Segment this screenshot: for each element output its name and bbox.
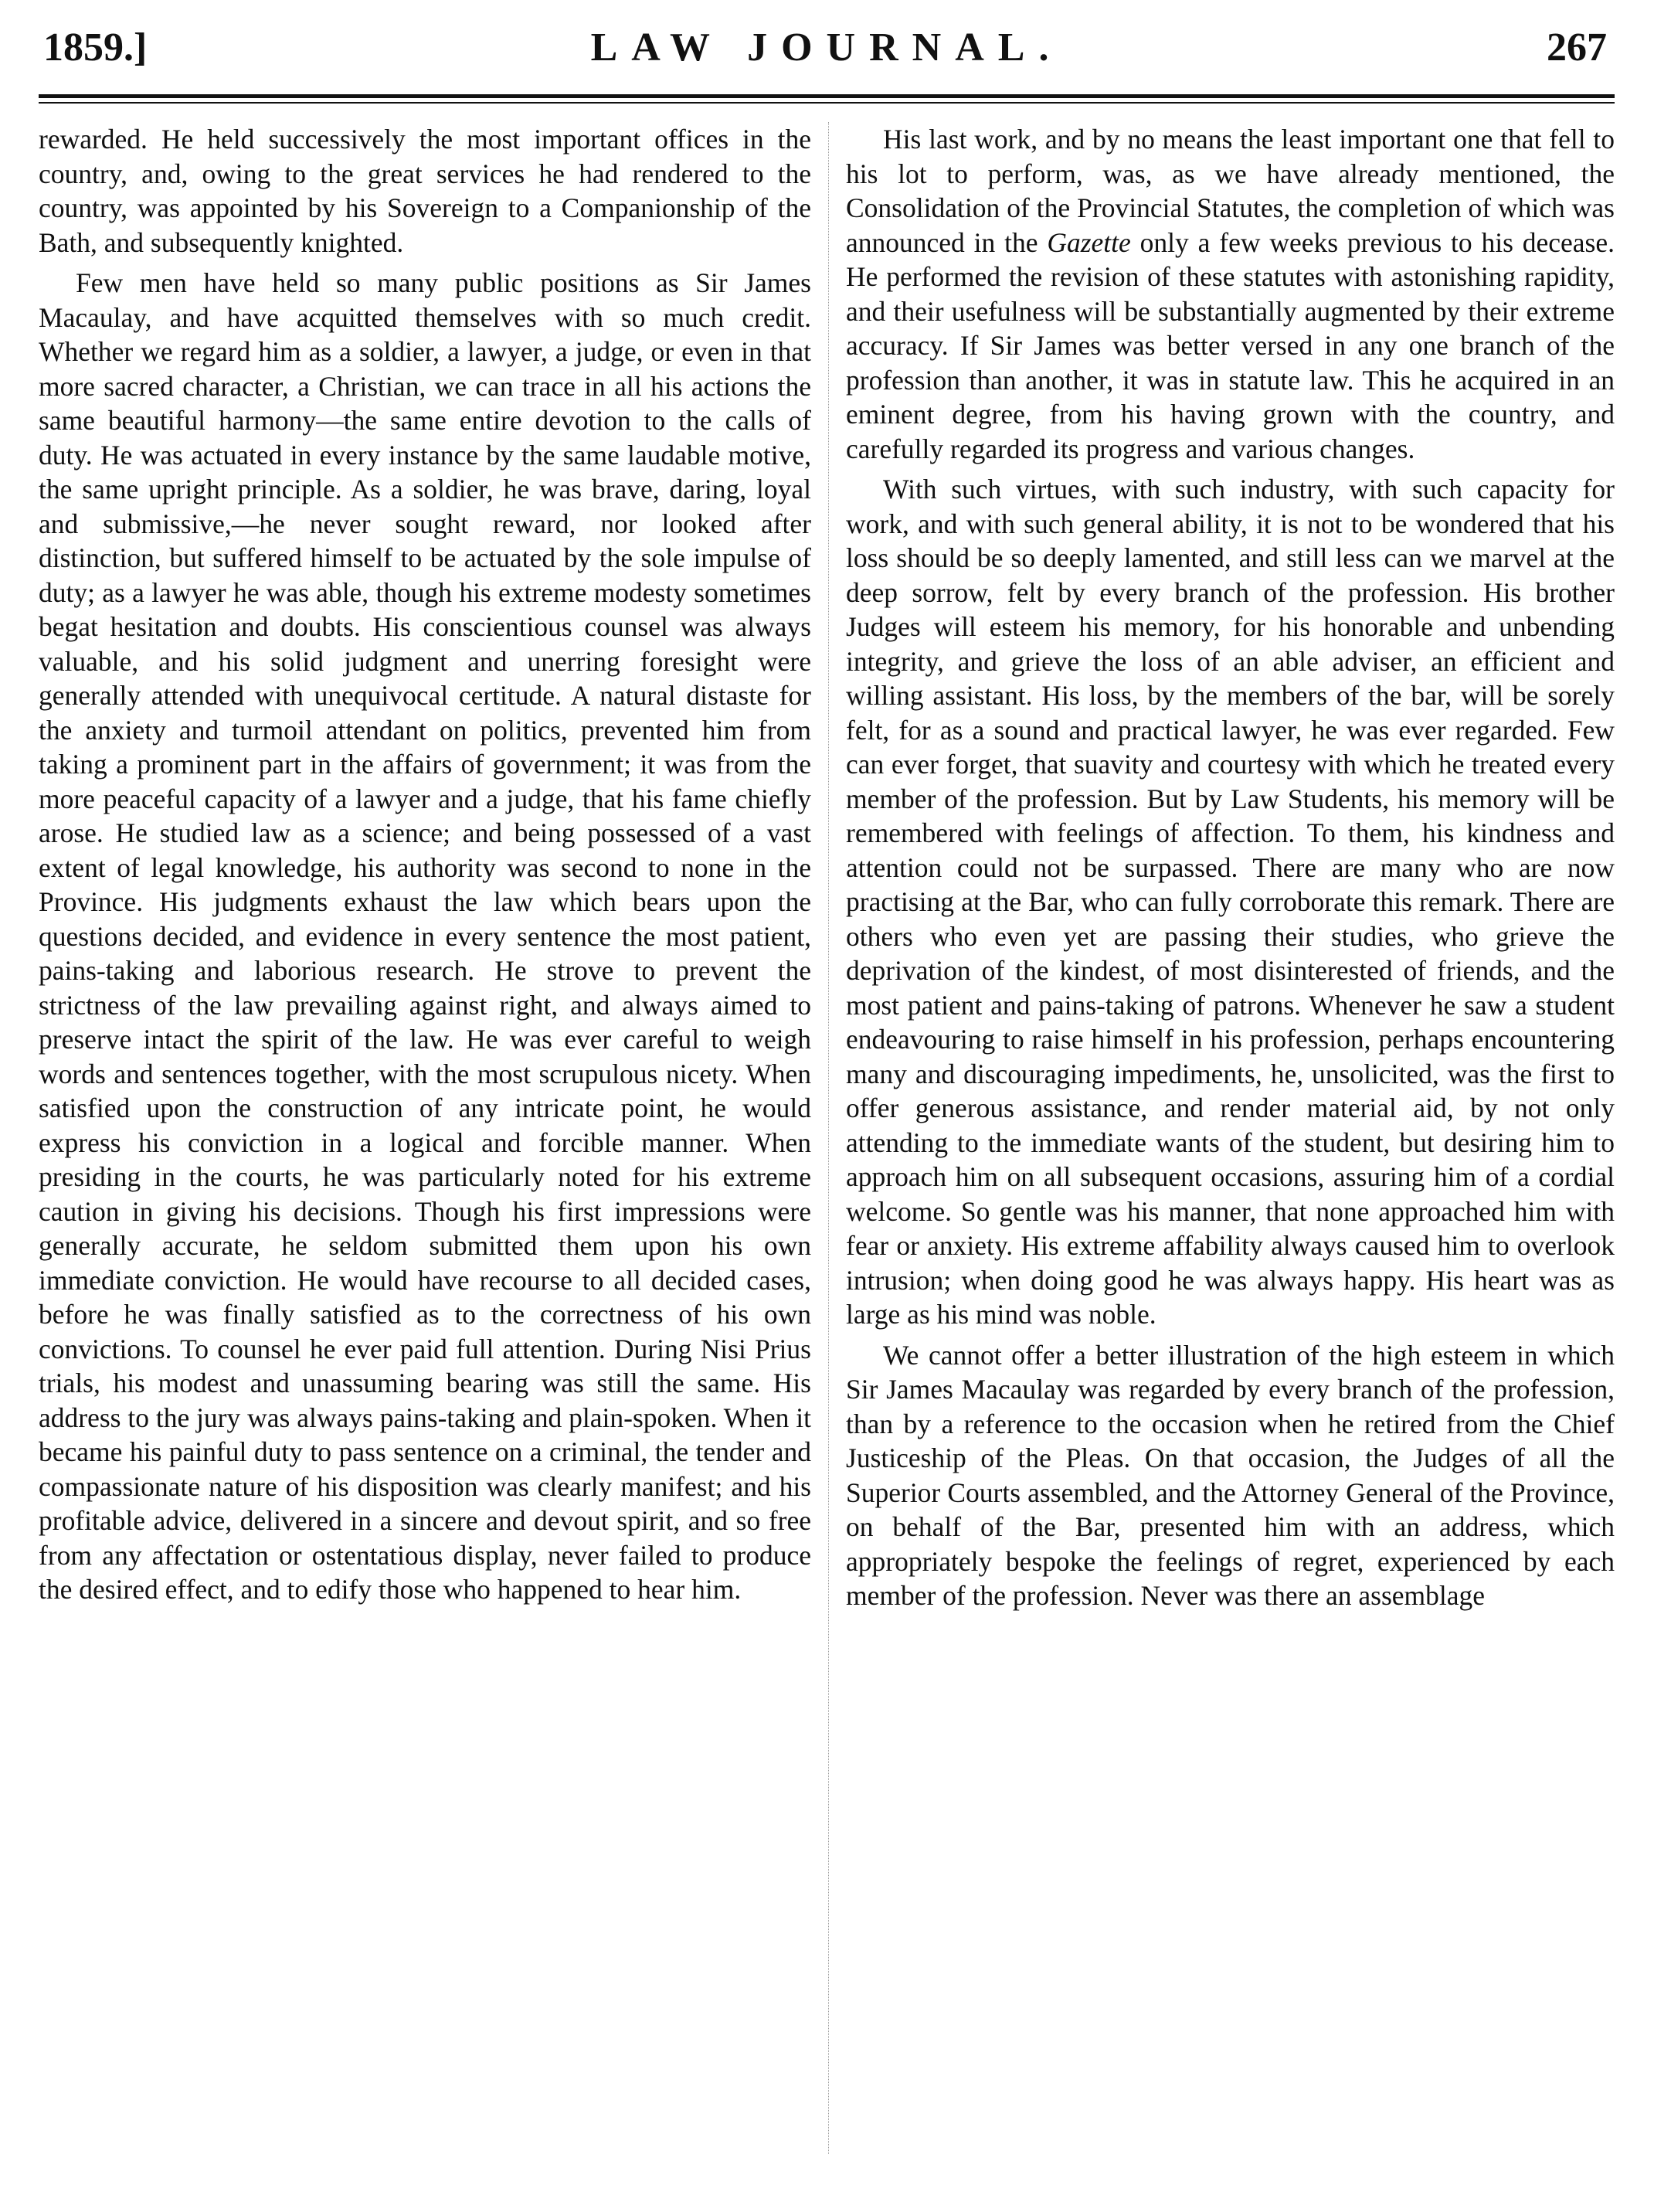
gazette-italic: Gazette [1047,226,1131,258]
left-paragraph-2: Few men have held so many public positions as Sir James Macaulay, and have acquitted themselves with so much credit. Whether we regard him as a soldier, a lawyer, a judge, or even in that more sacred character, a Christian, we can trace in all his actions the same beautiful harmony—the same entire devotion to the calls of duty. He was actuated in every instance by the same laudable motive, the same upright principle. As a soldier, he was brave, daring, loyal and submissive,—he never sought reward, nor looked after distinction, but suffered himself to be actuated by the sole impulse of duty; as a lawyer he was able, though his extreme modesty sometimes begat hesitation and doubts. His conscientious counsel was always valuable, and his solid judgment and unerring foresight were generally attended with unequivocal certitude. A natural distaste for the anxiety and turmoil attendant on politics, prevented him from taking a prominent part in the affairs of government; it was from the more peaceful capacity of a lawyer and a judge, that his fame chiefly arose. He studied law as a science; and being possessed of a vast extent of legal knowledge, his authority was second to none in the Province. His judgments exhaust the law which bears upon the questions decided, and evidence in every sentence the most patient, pains-taking and laborious research. He strove to prevent the strictness of the law prevailing against right, and always aimed to preserve intact the spirit of the law. He was ever careful to weigh words and sentences together, with the most scrupulous nicety. When satisfied upon the construction of any intricate point, he would express his conviction in a logical and forcible manner. When presiding in the courts, he was particularly noted for his extreme caution in giving his decisions. Though his first impressions were generally accurate, he seldom submitted them upon his own immediate conviction. He would have recourse to all decided cases, before he was finally satisfied as to the correctness of his own convictions. To counsel he ever paid full attention. During Nisi Prius trials, his modest and unassuming bearing was still the same. His address to the jury was always pains-taking and plain-spoken. When it became his painful duty to pass sentence on a criminal, the tender and compassionate nature of his disposition was clearly manifest; and his profitable advice, delivered in a sincere and devout spirit, and so free from any affectation or ostentatious display, never failed to produce the desired effect, and to edify those who happened to hear him. [39,267,812,1605]
right-paragraph-2: With such virtues, with such industry, with such capacity for work, and with such general ability, it is not to be wondered that his loss should be so deeply lamented, and still less can we marvel at the deep sorrow, felt by every branch of the profession. His brother Judges will esteem his memory, for his honorable and unbending integrity, and grieve the loss of an able adviser, an efficient and willing assistant. His loss, by the members of the bar, will be sorely felt, for as a sound and practical lawyer, he was ever regarded. Few can ever forget, that suavity and courtesy with which he treated every member of the profession. But by Law Students, his memory will be remembered with feelings of affection. To them, his kindness and attention could not be surpassed. There are many who are now practising at the Bar, who can fully corroborate this remark. There are others who even yet are passing their studies, who grieve the deprivation of the kindest, of most disinterested of friends, and the most patient and pains-taking of patrons. Whenever he saw a student endeavouring to raise himself in his profession, perhaps encountering many and discouraging impediments, he, unsolicited, was the first to offer generous assistance, and render material aid, by not only attending to the immediate wants of the student, but desiring him to approach him on all subsequent occasions, assuring him of a cordial welcome. So gentle was his manner, that none approached him with fear or anxiety. His extreme affability always caused him to overlook intrusion; when doing good he was always happy. His heart was as large as his mind was noble. [846,474,1615,1330]
left-paragraph-1: rewarded. He held successively the most important offices in the country, and, owing to the great services he had rendered to the country, was appointed by his Sovereign to a Companionship of the Bath, and subsequently knighted. [39,124,811,258]
right-paragraph-1-part-b: only a few weeks previous to his decease. He performed the revision of these statutes with astonishing rapidity, and their usefulness will be substantially augmented by their extreme accuracy. If Sir James was better versed in any one branch of the profession than another, it was in statute law. This he acquired in an eminent degree, from his having grown with the country, and carefully regarded its progress and various changes. [846,226,1615,464]
left-column [39,122,811,1607]
running-head [39,23,1615,116]
header-rule-thick [39,94,1615,98]
journal-page [39,23,1615,2187]
header-year: 1859.] [43,25,148,70]
right-paragraph-3: We cannot offer a better illustration of the high esteem in which Sir James Macaulay was regarded by every branch of the profession, than by a reference to the occasion when he retired from the Chief Justiceship of the Pleas. On that occasion, the Judges of all the Superior Courts assembled, and the Attorney General of the Province, on behalf of the Bar, presented him with an address, which appropriately bespoke the feelings of regret, experienced by each member of the profession. Never was there an assemblage [846,1339,1615,1611]
right-column [846,122,1615,1613]
header-rule-thin [39,102,1615,104]
column-divider [828,122,829,2154]
right-paragraph-1 [846,122,1615,466]
text-columns [39,122,1615,2162]
journal-title: LAW JOURNAL. [590,25,1063,70]
right-paragraph-1-part-a: His last work, and by no means the least important one that fell to his lot to perform, was, as we have already mentioned, the Consolidation of the Provincial Statutes, the completion of which was announced in the [846,124,1615,258]
page-number: 267 [1547,25,1607,70]
